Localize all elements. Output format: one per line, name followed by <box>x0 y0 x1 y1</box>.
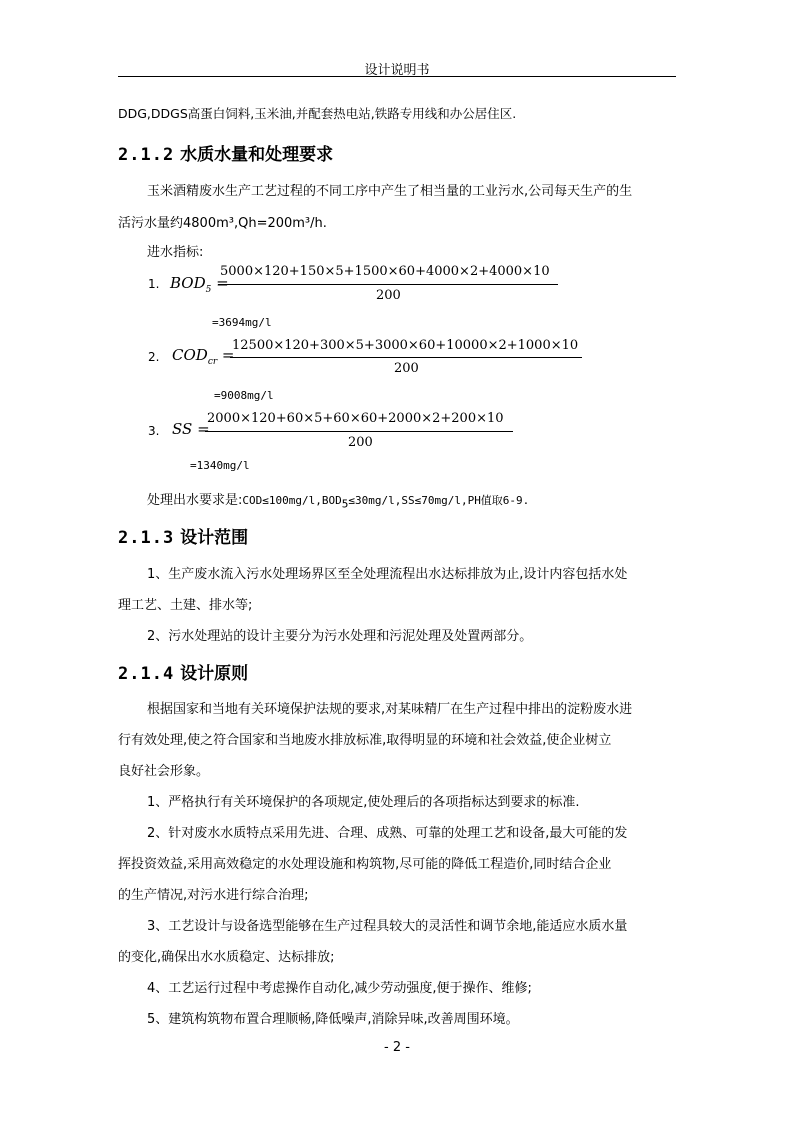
formula-denominator: 200 <box>348 435 373 450</box>
formula-index: 2. <box>148 350 160 364</box>
page-header-title: 设计说明书 <box>364 63 430 78</box>
formula-result: =1340mg/l <box>190 459 250 472</box>
section-heading-2-1-2 <box>118 140 333 165</box>
section-title: 设计原则 <box>180 664 249 684</box>
intro-line: DDG,DDGS高蛋白饲料,玉米油,并配套热电站,铁路专用线和办公居住区. <box>118 106 517 121</box>
outflow-requirement: 处理出水要求是$:COD\le 100mg/l,BOD_5\le 30mg/l,SS\le 70mg/l,PH$值取6-9. <box>147 493 530 511</box>
page-number: - 2 - <box>384 1040 410 1055</box>
section-title: 水质水量和处理要求 <box>180 145 334 165</box>
formula-symbol: $COD_{cr}$ = <box>172 346 235 367</box>
paragraph-line: 良好社会形象。 <box>118 764 210 779</box>
paragraph-line: 2、针对废水水质特点采用先进、合理、成熟、可靠的处理工艺和设备,最大可能的发 <box>147 826 628 841</box>
formula-index: 3. <box>148 424 160 438</box>
formula-index: 1. <box>148 277 160 291</box>
formula-numerator: 5000×120+150×5+1500×60+4000×2+4000×10 <box>220 264 550 279</box>
formula-result: =9008mg/l <box>214 389 274 402</box>
paragraph-line: 1、生产废水流入污水处理场界区至全处理流程出水达标排放为止,设计内容包括水处 <box>147 567 628 582</box>
fraction-line <box>230 357 582 358</box>
section-number: 2.1.2 <box>118 145 175 165</box>
formula-numerator: 2000×120+60×5+60×60+2000×2+200×10 <box>207 411 504 426</box>
fraction-line <box>205 431 513 432</box>
section-number: 2.1.4 <box>118 664 175 684</box>
formula-denominator: 200 <box>376 288 401 303</box>
paragraph-line: 4、工艺运行过程中考虑操作自动化,减少劳动强度,便于操作、维修; <box>147 981 532 996</box>
formula-denominator: 200 <box>394 361 419 376</box>
formula-numerator: 12500×120+300×5+3000×60+10000×2+1000×10 <box>232 338 579 353</box>
paragraph-line: 理工艺、土建、排水等; <box>118 598 253 613</box>
formula-symbol: SS = <box>172 420 210 438</box>
section-title: 设计范围 <box>180 528 249 548</box>
inflow-label: 进水指标: <box>147 245 204 260</box>
section-heading-2-1-4 <box>118 659 248 684</box>
header-rule <box>118 76 676 77</box>
fraction-line <box>218 284 558 285</box>
formula-result: =3694mg/l <box>212 316 272 329</box>
paragraph-line: 行有效处理,使之符合国家和当地废水排放标准,取得明显的环境和社会效益,使企业树立 <box>118 733 612 748</box>
paragraph-line: 根据国家和当地有关环境保护法规的要求,对某味精厂在生产过程中排出的淀粉废水进 <box>147 702 633 717</box>
paragraph-line: 的变化,确保出水水质稳定、达标排放; <box>118 950 335 965</box>
section-heading-2-1-3 <box>118 523 248 548</box>
paragraph-line: 1、严格执行有关环境保护的各项规定,使处理后的各项指标达到要求的标准. <box>147 795 580 810</box>
paragraph-line: 玉米酒精废水生产工艺过程的不同工序中产生了相当量的工业污水,公司每天生产的生 <box>147 184 633 199</box>
paragraph-line: 的生产情况,对污水进行综合治理; <box>118 888 309 903</box>
paragraph-line: 挥投资效益,采用高效稳定的水处理设施和构筑物,尽可能的降低工程造价,同时结合企业 <box>118 857 612 872</box>
paragraph-line: 5、建筑构筑物布置合理顺畅,降低噪声,消除异味,改善周围环境。 <box>147 1012 519 1027</box>
section-number: 2.1.3 <box>118 528 175 548</box>
paragraph-line: 活污水量约4800m³,Qh=200m³/h. <box>118 216 327 231</box>
formula-symbol: $BOD_5$ = <box>170 274 229 295</box>
paragraph-line: 2、污水处理站的设计主要分为污水处理和污泥处理及处置两部分。 <box>147 629 533 644</box>
paragraph-line: 3、工艺设计与设备选型能够在生产过程具较大的灵活性和调节余地,能适应水质水量 <box>147 919 628 934</box>
